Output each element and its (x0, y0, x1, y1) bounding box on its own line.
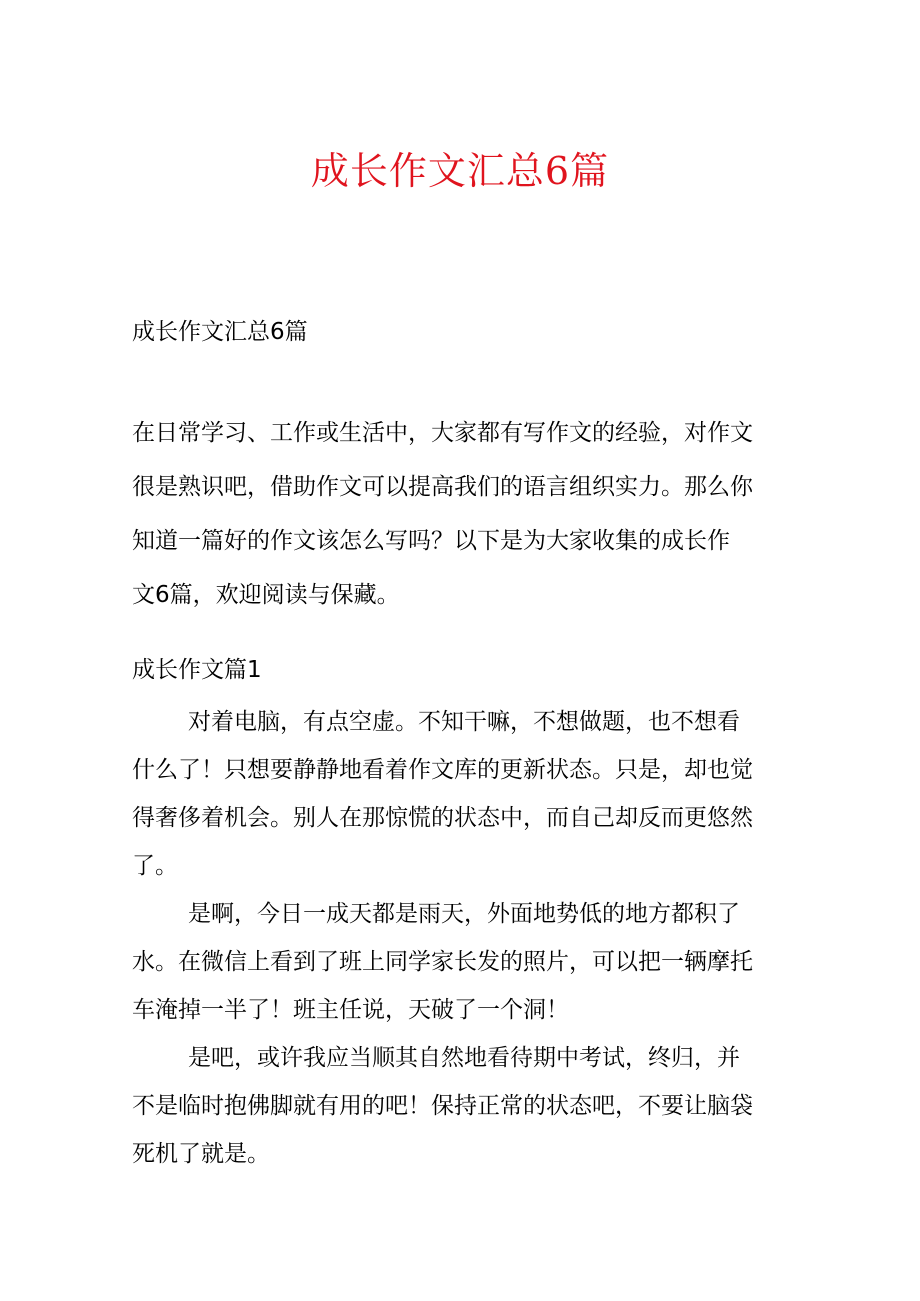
paragraph-line: 不是临时抱佛脚就有用的吧！保持正常的状态吧，不要让脑袋 (132, 1093, 753, 1119)
paragraph-line: 什么了！只想要静静地看着作文库的更新状态。只是，却也觉 (132, 757, 753, 783)
paragraph-line: 水。在微信上看到了班上同学家长发的照片，可以把一辆摩托 (132, 949, 753, 975)
body-paragraph-1 (132, 698, 792, 890)
paragraph-line: 死机了就是。 (132, 1141, 270, 1167)
section-heading: 成长作文篇1 (132, 657, 262, 683)
intro-line: 文6篇，欢迎阅读与保藏。 (132, 582, 400, 608)
intro-line: 知道一篇好的作文该怎么写吗？以下是为大家收集的成长作 (132, 528, 730, 554)
body-paragraph-3 (132, 1034, 792, 1178)
body-paragraph-2 (132, 890, 792, 1034)
document-subtitle: 成长作文汇总6篇 (132, 319, 308, 345)
paragraph-line: 对着电脑，有点空虚。不知干嘛，不想做题，也不想看 (188, 709, 740, 735)
paragraph-line: 是啊，今日一成天都是雨天，外面地势低的地方都积了 (188, 901, 740, 927)
intro-paragraph (132, 406, 792, 622)
paragraph-line: 得奢侈着机会。别人在那惊慌的状态中，而自己却反而更悠然 (132, 805, 753, 831)
intro-line: 很是熟识吧，借助作文可以提高我们的语言组织实力。那么你 (132, 474, 753, 500)
paragraph-line: 车淹掉一半了！班主任说，天破了一个洞！ (132, 997, 569, 1023)
document-title: 成长作文汇总6篇 (310, 149, 610, 193)
paragraph-line: 了。 (132, 853, 178, 879)
paragraph-line: 是吧，或许我应当顺其自然地看待期中考试，终归，并 (188, 1045, 740, 1071)
intro-line: 在日常学习、工作或生活中，大家都有写作文的经验，对作文 (132, 420, 753, 446)
